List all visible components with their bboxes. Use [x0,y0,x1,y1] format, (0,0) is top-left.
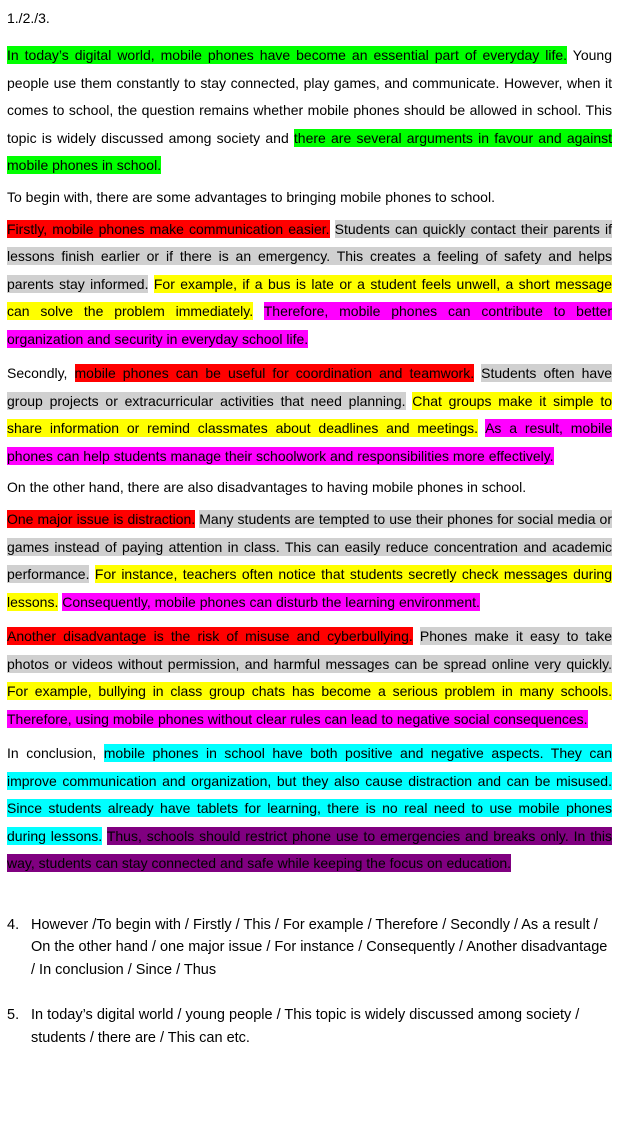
highlighted-text-yellow: For instance, teachers often notice that students secretly check messages during lessons. [7,566,613,610]
essay-paragraph [7,42,612,180]
text-segment: To begin with, there are some advantages to bringing mobile phones to school. [7,188,495,205]
essay-paragraph [7,360,612,470]
highlighted-text-red: Another disadvantage is the risk of misuse and cyberbullying. [7,628,413,644]
highlighted-text-red: mobile phones can be useful for coordination and teamwork. [74,365,475,381]
highlighted-text-grey: Many students are tempted to use their phones for social media or games instead of paying attention in class. This can easily reduce concentration and academic performance. [7,511,613,582]
highlighted-text-grey: Phones make it easy to take photos or videos without permission, and harmful messages can be spread online very quickly. [7,628,613,672]
essay-paragraph [7,187,612,208]
essay-paragraph [7,623,612,733]
text-segment: Young people use them constantly to stay connected, play games, and communicate. However, when it comes to school, the question remains whether mobile phones should be allowed in school. This topic is widely discussed among society and [7,47,612,146]
essay-paragraph [7,740,612,878]
highlighted-text-yellow: Chat groups make it simple to share information or remind classmates about deadlines and meetings. [7,392,612,436]
list-item [7,1004,612,1049]
highlighted-text-grey: Students can quickly contact their parents if lessons finish earlier or if there is an emergency. This creates a feeling of safety and helps parents stay informed. [7,220,612,292]
text-segment [253,303,264,319]
text-segment [413,628,420,644]
text-segment [330,221,335,237]
list-number: 4. [7,916,20,933]
text-segment: In conclusion, [7,745,104,761]
highlighted-text-purple: Thus, schools should restrict phone use to emergencies and breaks only. In this way, students can stay connected and safe while keeping the focus on education. [7,827,612,871]
essay-paragraph [7,506,612,616]
highlighted-text-yellow: For example, if a bus is late or a student feels unwell, a short message can solve the problem immediately. [7,275,612,319]
list-number: 5. [7,1007,20,1023]
highlighted-text-magenta: As a result, mobile phones can help students manage their schoolwork and responsibilities more effectively. [7,420,612,464]
text-segment: Secondly, [7,365,75,381]
highlighted-text-grey: Students often have group projects or extracurricular activities that need planning. [7,365,612,409]
highlighted-text-magenta: Consequently, mobile phones can disturb the learning environment. [62,593,480,610]
highlighted-text-magenta: Therefore, mobile phones can contribute to better organization and security in everyday school life. [7,303,612,347]
essay-body [7,42,612,878]
highlighted-text-green: there are several arguments in favour and against mobile phones in school. [7,129,612,173]
highlighted-text-yellow: For example, bullying in class group chats has become a serious problem in many schools. [7,683,612,699]
highlighted-text-red: One major issue is distraction. [7,511,196,527]
essay-paragraph [7,216,612,354]
highlighted-text-cyan: mobile phones in school have both positive and negative aspects. They can improve communication and organization, but they also cause distraction and can be misused. Since students already have tablets for learning, there is no real need to use mobile phones during lessons. [7,745,612,844]
answer-list [7,914,612,1050]
highlighted-text-magenta: Therefore, using mobile phones without clear rules can lead to negative social consequences. [7,710,588,727]
list-text: In today’s digital world / young people / This topic is widely discussed among society / students / there are / This can etc. [31,1007,580,1046]
text-segment: On the other hand, there are also disadvantages to having mobile phones in school. [7,479,527,495]
essay-paragraph [7,477,612,498]
highlighted-text-red: Firstly, mobile phones make communication easier. [7,220,330,237]
highlighted-text-green: In today’s digital world, mobile phones have become an essential part of everyday life. [7,47,568,63]
section-heading: 1./2./3. [7,10,50,26]
list-text: However /To begin with / Firstly / This / For example / Therefore / Secondly / As a result / On the other hand / one major issue / For instance / Consequently / Another disadvantage / In conclusion / Since / Thus [31,916,608,978]
list-item [7,914,612,982]
